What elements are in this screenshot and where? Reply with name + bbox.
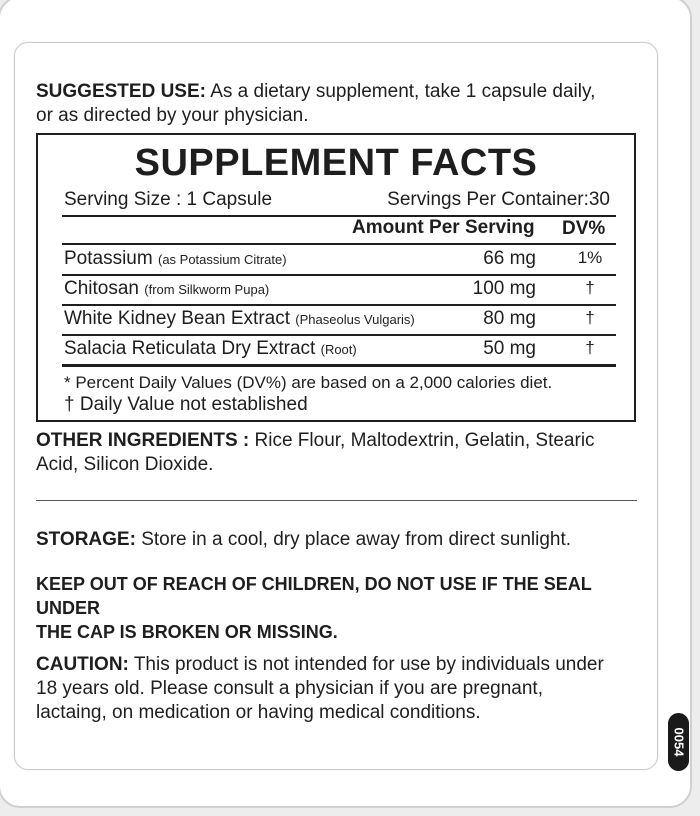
child-warning-line-2: THE CAP IS BROKEN OR MISSING.: [36, 622, 338, 642]
ingredient-detail: (Phaseolus Vulgaris): [295, 312, 415, 327]
ingredient-dv: †: [585, 338, 595, 357]
ingredient-amount: 100 mg: [472, 278, 536, 299]
suggested-use-text-1: As a dietary supplement, take 1 capsule daily,: [205, 81, 596, 102]
other-ingredients-label: OTHER INGREDIENTS :: [36, 430, 250, 451]
suggested-use-label: SUGGESTED USE:: [36, 81, 206, 102]
ingredient-name: Salacia Reticulata Dry Extract (Root): [64, 338, 357, 359]
caution-text-2: 18 years old. Please consult a physician if you are pregnant,: [36, 678, 543, 699]
table-bottom-rule: [62, 364, 616, 367]
ingredient-amount: 80 mg: [483, 308, 536, 329]
serving-size: Serving Size : 1 Capsule: [64, 189, 273, 210]
ingredient-name: Chitosan (from Silkworm Pupa): [64, 278, 270, 299]
ingredient-detail: (as Potassium Citrate): [157, 252, 287, 267]
dv-header: DV%: [562, 218, 606, 239]
other-ingredients-text-2: Acid, Silicon Dioxide.: [36, 454, 214, 475]
dv-footnote: * Percent Daily Values (DV%) are based on a 2,000 calories diet.: [64, 373, 553, 392]
facts-row: [62, 305, 616, 334]
child-warning: [36, 572, 646, 644]
supplement-facts-panel: [36, 133, 636, 422]
lot-code-badge: [668, 713, 689, 771]
suggested-use: [36, 80, 646, 128]
ingredient-amount: 50 mg: [483, 338, 536, 359]
facts-row: [62, 335, 616, 364]
facts-row: [62, 275, 616, 304]
servings-per-container: Servings Per Container:30: [387, 189, 610, 210]
caution-text-3: lactaing, on medication or having medical conditions.: [36, 702, 481, 723]
child-warning-line-1: KEEP OUT OF REACH OF CHILDREN, DO NOT USE IF THE SEAL UNDER: [36, 574, 592, 618]
ingredient-dv: †: [585, 278, 595, 297]
ingredient-dv: †: [585, 308, 595, 327]
other-ingredients-text-1: Rice Flour, Maltodextrin, Gelatin, Stearic: [249, 430, 595, 451]
ingredient-amount: 66 mg: [483, 248, 536, 269]
ingredient-detail: (Root): [320, 342, 357, 357]
dagger-footnote: † Daily Value not established: [64, 394, 308, 415]
ingredient-name: White Kidney Bean Extract (Phaseolus Vulgaris): [64, 308, 415, 329]
lot-code: 0054: [671, 727, 686, 757]
caution-label: CAUTION:: [36, 654, 129, 675]
section-divider: [36, 500, 637, 501]
facts-row: [62, 245, 616, 274]
other-ingredients: [36, 429, 646, 477]
caution-text-1: This product is not intended for use by individuals under: [128, 654, 604, 675]
storage-text: Store in a cool, dry place away from direct sunlight.: [135, 529, 572, 550]
ingredient-name: Potassium (as Potassium Citrate): [64, 248, 287, 269]
ingredient-dv: 1%: [577, 248, 603, 267]
ingredient-detail: (from Silkworm Pupa): [144, 282, 270, 297]
suggested-use-text-2: or as directed by your physician.: [36, 105, 309, 126]
amount-per-serving-header: Amount Per Serving: [352, 217, 535, 238]
storage: [36, 528, 646, 552]
supplement-facts-title: SUPPLEMENT FACTS: [134, 142, 538, 184]
storage-label: STORAGE:: [36, 529, 136, 550]
caution: [36, 653, 646, 725]
